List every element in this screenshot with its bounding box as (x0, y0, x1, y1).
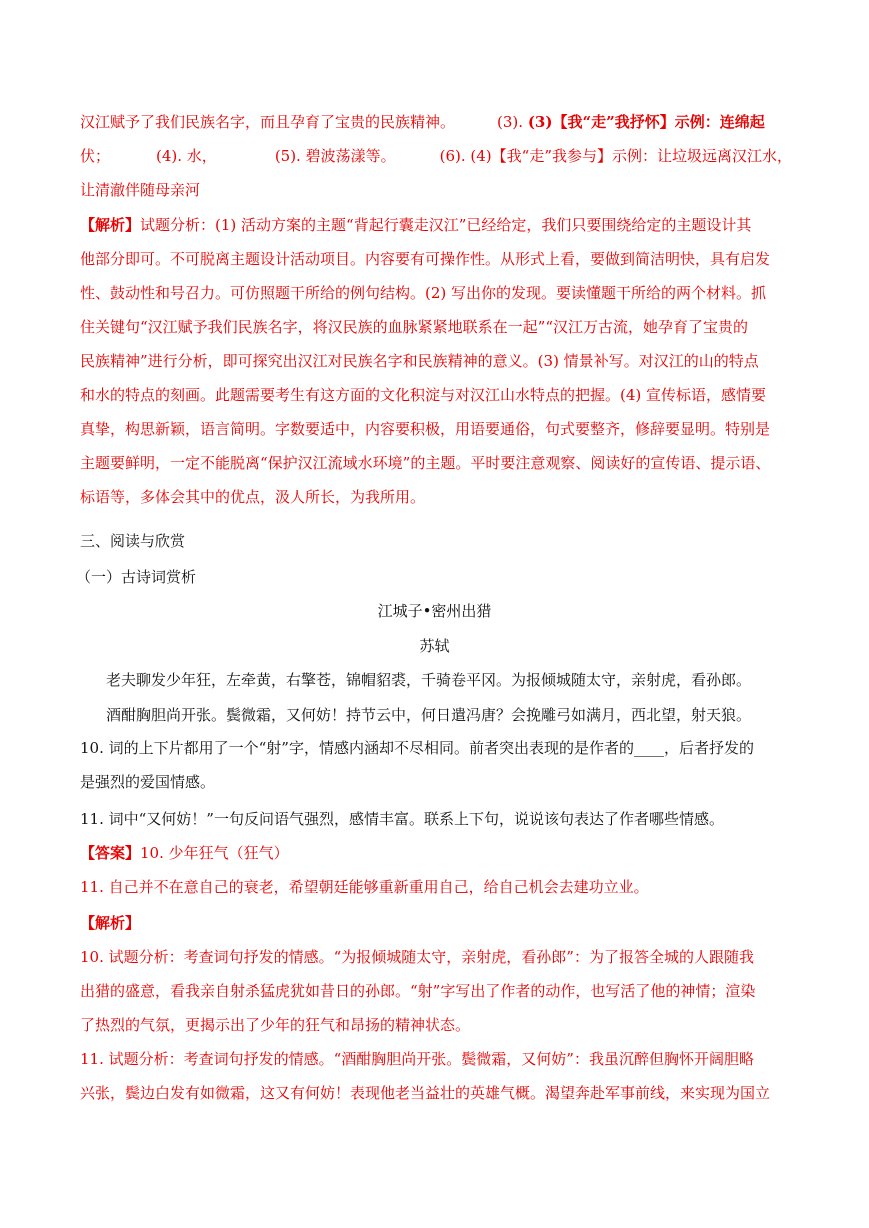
poem-title (0, 601, 869, 621)
analysis-prev-text: 主题要鲜明，一定不能脱离“保护汉江流域水环境”的主题。平时要注意观察、阅读好的宣传语、提示语、 (80, 454, 771, 472)
answer-prev-line-2 (80, 146, 792, 166)
analysis-10-line-2 (80, 981, 755, 1001)
analysis-label (80, 913, 140, 933)
answer-prev-text-2: 伏； (80, 147, 111, 165)
answer-prev-line-1 (80, 112, 765, 132)
analysis-10-text: 10. 试题分析：考查词句抒发的情感。“为报倾城随太守，亲射虎，看孙郎”：为了报答全城的人跟随我 (80, 948, 754, 966)
analysis-prev-line-4 (80, 317, 748, 337)
analysis-prev-text: 性、鼓动性和号召力。可仿照题干所给的例句结构。(2) 写出你的发现。要读懂题干所给的两个材料。抓 (80, 284, 767, 302)
analysis-prev-text: 真挚，构思新颖，语言简明。字数要适中，内容要积极，用语要通俗，句式要整齐，修辞要显明。特别是 (80, 420, 771, 438)
analysis-prev-text: 他部分即可。不可脱离主题设计活动项目。内容要有可操作性。从形式上看，要做到简洁明快，具有启发 (80, 250, 771, 268)
answer-11-text: 11. 自己并不在意自己的衰老，希望朝廷能够重新重用自己，给自己机会去建功立业。 (80, 878, 649, 896)
analysis-prev-line-5 (80, 351, 759, 371)
analysis-prev-text: 住关键句“汉江赋予我们民族名字，将汉民族的血脉紧紧地联系在一起”“汉江万古流，她孕育了宝贵的 (80, 318, 749, 336)
poem-stanza-2 (106, 705, 751, 725)
analysis-prev-line-7 (80, 419, 770, 439)
answer-prev-text-1: 汉江赋予了我们民族名字，而且孕育了宝贵的民族精神。 (80, 113, 456, 131)
analysis-10-text: 出猎的盛意，看我亲自射杀猛虎犹如昔日的孙郎。“射”字写出了作者的动作，也写活了他的神情；渲染 (80, 982, 756, 1000)
answer-q3-text: (3)【我“走”我抒怀】示例：连绵起 (527, 113, 765, 131)
section-heading (80, 531, 185, 551)
analysis-prev-line-1 (80, 215, 751, 235)
poem-stanza-1 (106, 670, 751, 690)
section-heading-text: 三、阅读与欣赏 (80, 532, 186, 550)
analysis-11-line-2 (80, 1083, 770, 1103)
analysis-prev-line-2 (80, 249, 770, 269)
poem-author-text: 苏轼 (419, 637, 450, 655)
answer-q4: (4). 水， (156, 147, 217, 165)
analysis-prev-text: 标语等，多体会其中的优点，汲人所长，为我所用。 (80, 488, 426, 506)
answer-10-text: 10. 少年狂气（狂气） (140, 844, 289, 862)
analysis-11-text: 兴张，鬓边白发有如微霜，这又有何妨！表现他老当益壮的英雄气概。渴望奔赴军事前线，来实现为国立 (80, 1084, 771, 1102)
answer-prev-line-3 (80, 180, 200, 200)
question-10-line-1 (80, 738, 754, 758)
analysis-prev-text: 和水的特点的刻画。此题需要考生有这方面的文化积淀与对汉江山水特点的把握。(4) 宣传标语，感情要 (80, 386, 767, 404)
answer-q6-text: (4)【我“走”我参与】示例：让垃圾远离汉江水， (470, 147, 792, 165)
analysis-prev-line-6 (80, 385, 766, 405)
analysis-prev-text: 民族精神”进行分析，即可探究出汉江对民族名字和民族精神的意义。(3) 情景补写。对汉江的山的特点 (80, 352, 759, 370)
answer-q5: (5). 碧波荡漾等。 (274, 147, 396, 165)
analysis-prev-label: 【解析】 (80, 216, 141, 234)
answer-label: 【答案】 (80, 844, 141, 862)
analysis-label-text: 【解析】 (80, 914, 141, 932)
question-10-text: 10. 词的上下片都用了一个“射”字，情感内涵却不尽相同。前者突出表现的是作者的____，后者抒发的 (80, 739, 754, 757)
analysis-11-text: 11. 试题分析：考查词句抒发的情感。“酒酣胸胆尚开张。鬓微霜，又何妨”：我虽沉醉但胸怀开阔胆略 (80, 1050, 754, 1068)
analysis-prev-text: 试题分析：(1) 活动方案的主题“背起行囊走汉江”已经给定，我们只要围绕给定的主题设计其 (140, 216, 752, 234)
analysis-10-line-1 (80, 947, 754, 967)
analysis-prev-line-9 (80, 487, 425, 507)
poem-stanza-2-text: 酒酣胸胆尚开张。鬓微霜，又何妨！持节云中，何日遣冯唐？会挽雕弓如满月，西北望，射天狼。 (106, 706, 752, 724)
poem-stanza-1-text: 老夫聊发少年狂，左牵黄，右擎苍，锦帽貂裘，千骑卷平冈。为报倾城随太守，亲射虎，看孙郎。 (106, 671, 752, 689)
analysis-prev-line-3 (80, 283, 766, 303)
answer-line-10 (80, 843, 289, 863)
section-subheading (76, 567, 196, 587)
question-11 (80, 809, 724, 829)
poem-title-text: 江城子•密州出猎 (377, 602, 492, 620)
analysis-10-text: 了热烈的气氛，更揭示出了少年的狂气和昂扬的精神状态。 (80, 1016, 471, 1034)
analysis-11-line-1 (80, 1049, 754, 1069)
question-10-line-2 (80, 772, 215, 792)
answer-prev-text-3: 让清澈伴随母亲河 (80, 181, 201, 199)
answer-q3-number: (3). (497, 113, 528, 131)
analysis-10-line-3 (80, 1015, 470, 1035)
answer-q6-number: (6). (439, 147, 471, 165)
question-11-text: 11. 词中“又何妨！”一句反问语气强烈，感情丰富。联系上下句，说说该句表达了作者哪些情感。 (80, 810, 724, 828)
analysis-prev-line-8 (80, 453, 770, 473)
section-subheading-text: （一）古诗词赏析 (76, 568, 197, 586)
question-10-text: 是强烈的爱国情感。 (80, 773, 216, 791)
answer-line-11 (80, 877, 649, 897)
poem-author (0, 636, 869, 656)
